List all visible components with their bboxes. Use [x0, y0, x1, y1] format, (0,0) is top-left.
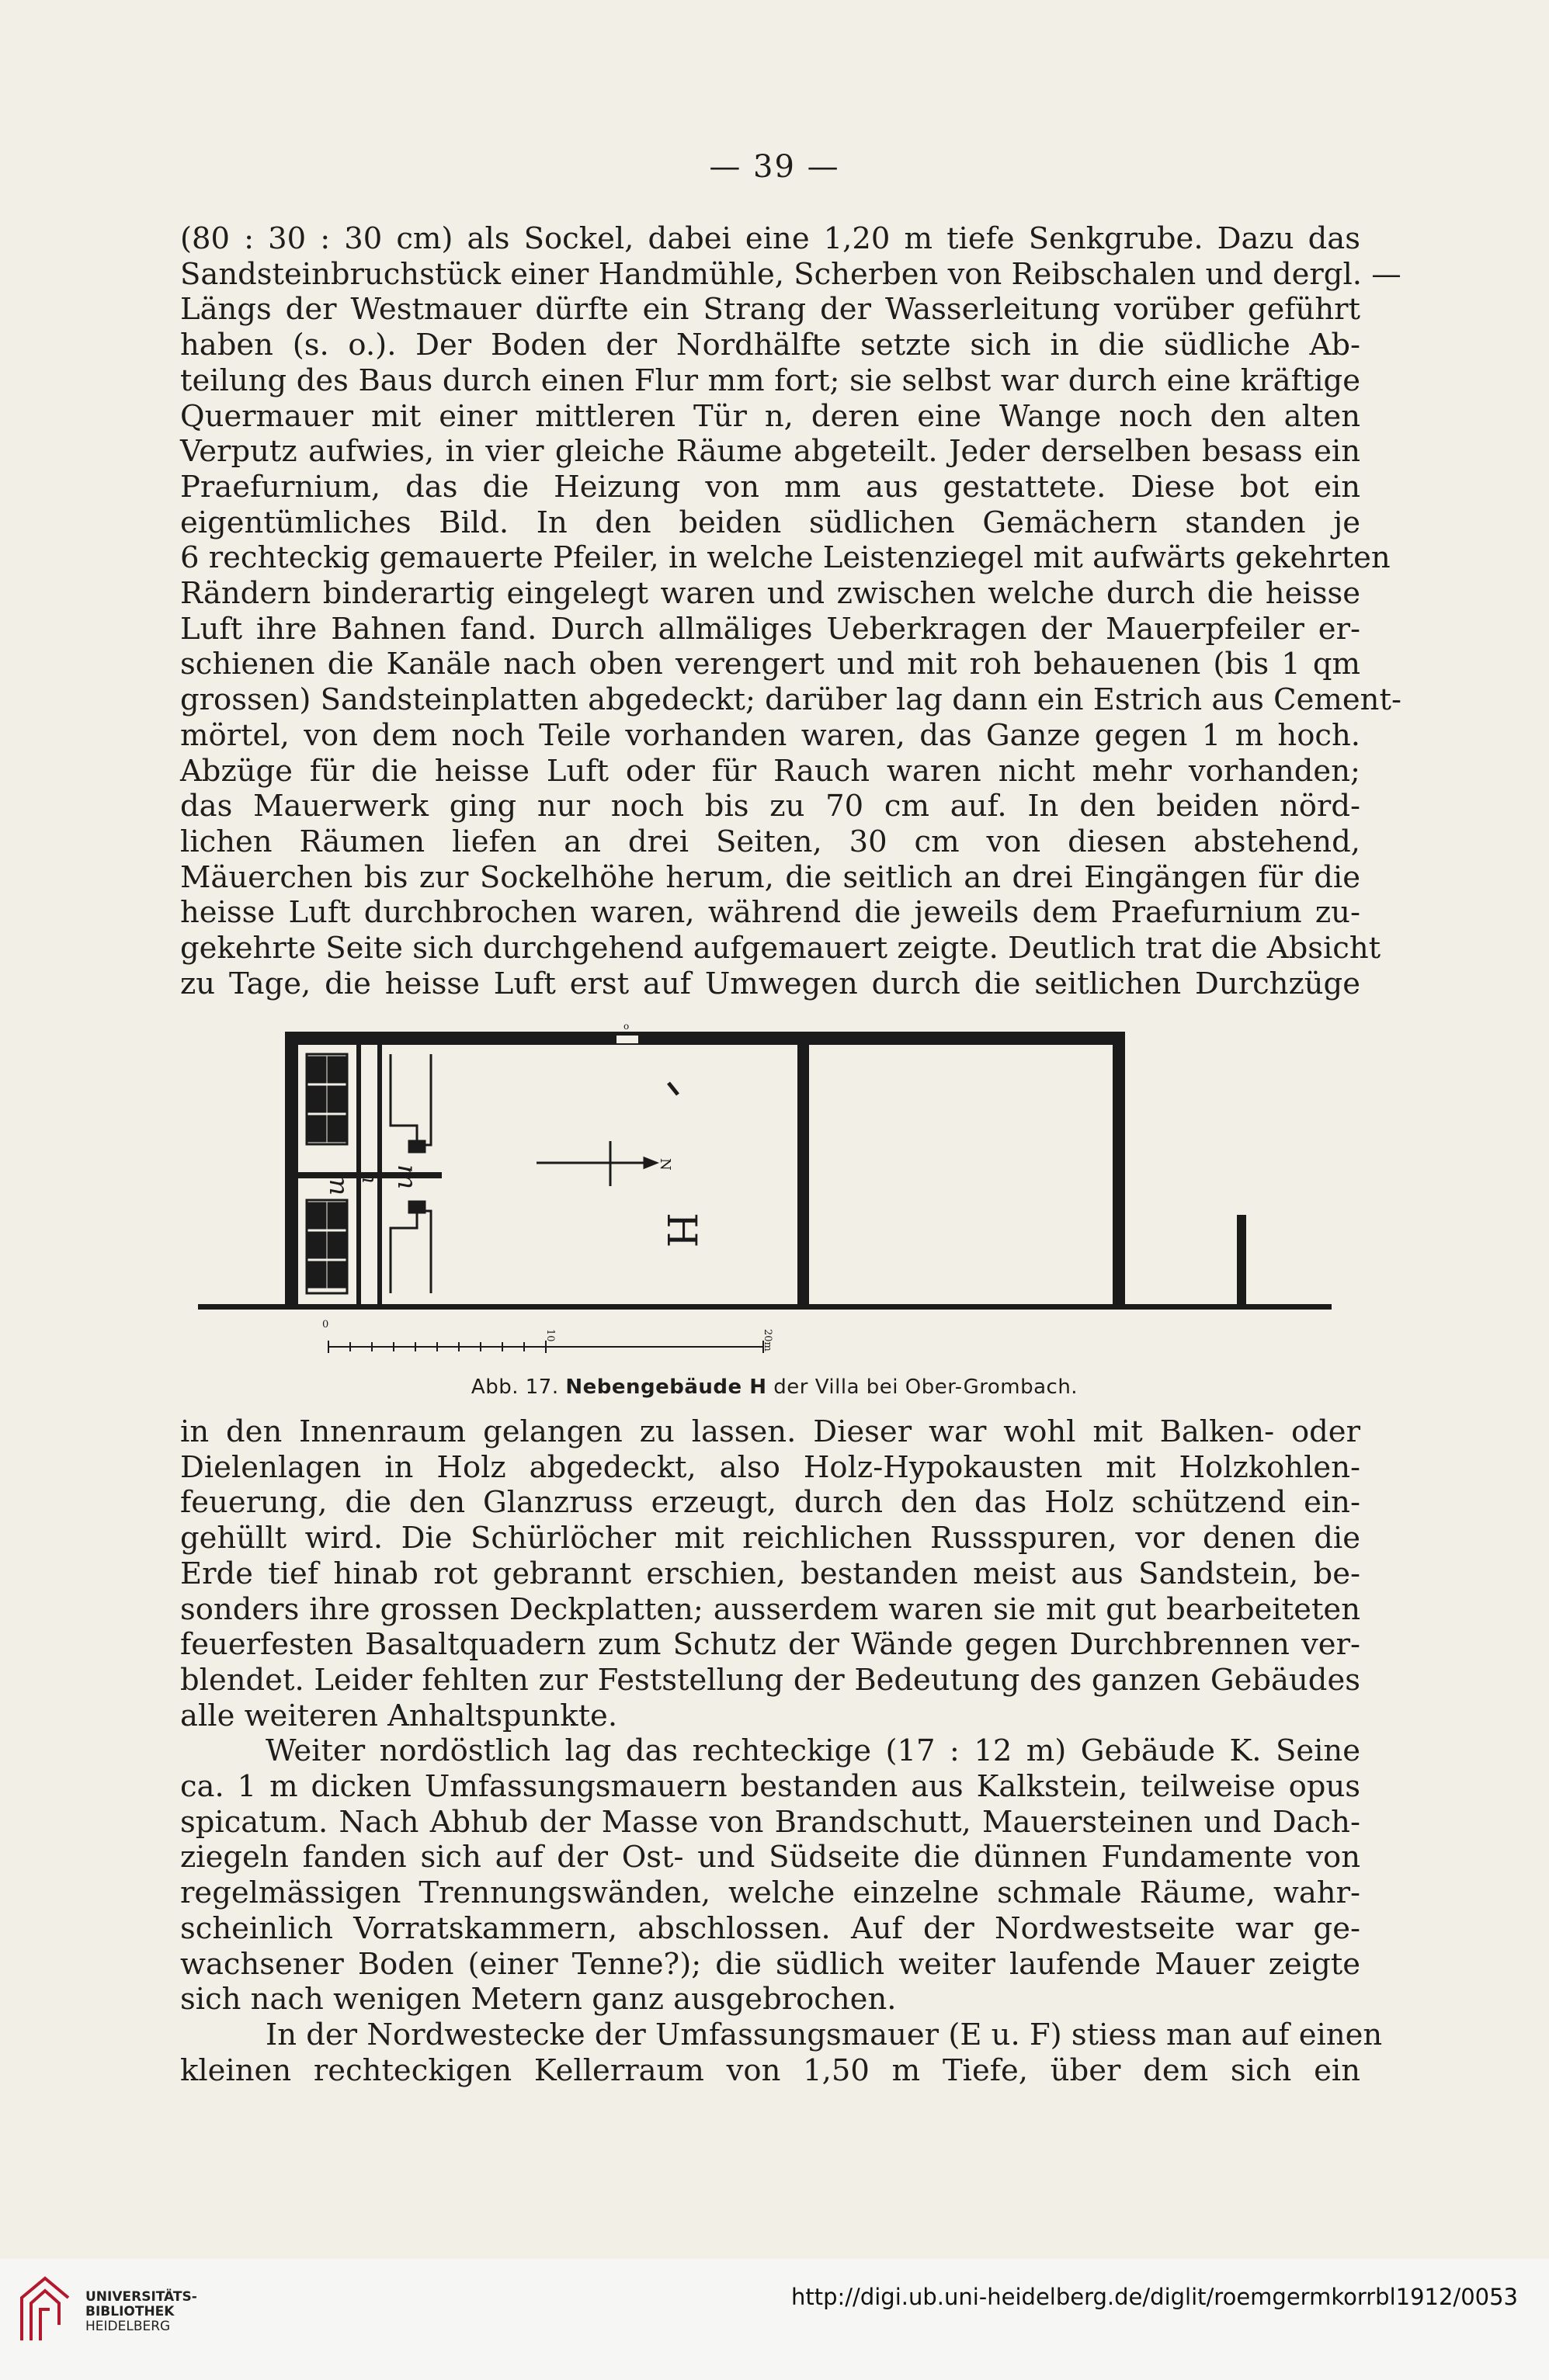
- text-line: wachsener Boden (einer Tenne?); die südlich weiter laufende Mauer zeigte: [180, 1946, 1360, 1982]
- text-line: Luft ihre Bahnen fand. Durch allmäliges Ueberkragen der Mauerpfeiler er-: [180, 611, 1360, 647]
- text-line: heisse Luft durchbrochen waren, während die jeweils dem Praefurnium zu-: [180, 895, 1360, 931]
- text-line: sonders ihre grossen Deckplatten; ausserdem waren sie mit gut bearbeiteten: [180, 1591, 1360, 1627]
- page-number: — 39 —: [709, 149, 840, 185]
- text-line: zu Tage, die heisse Luft erst auf Umwegen durch die seitlichen Durchzüge: [180, 966, 1360, 1001]
- article-text-top: [180, 221, 1401, 1001]
- heating-pillars-south: [307, 1200, 431, 1293]
- text-line: (80 : 30 : 30 cm) als Sockel, dabei eine 1,20 m tiefe Senkgrube. Dazu das: [180, 221, 1360, 256]
- source-url-link[interactable]: http://digi.ub.uni-heidelberg.de/diglit/roemgermkorrbl1912/0053: [790, 2284, 1518, 2310]
- building-label: H: [658, 1213, 704, 1248]
- text-line: Längs der Westmauer dürfte ein Strang der Wasserleitung vorüber geführt: [180, 292, 1360, 328]
- text-line: scheinlich Vorratskammern, abschlossen. Auf der Nordwestseite war ge-: [180, 1910, 1360, 1946]
- text-line: in den Innenraum gelangen zu lassen. Dieser war wohl mit Balken- oder: [180, 1414, 1360, 1449]
- label-n: n: [357, 1171, 380, 1184]
- text-line: feuerung, die den Glanzruss erzeugt, durch den das Holz schützend ein-: [180, 1485, 1360, 1521]
- text-line: In der Nordwestecke der Umfassungsmauer (E u. F) stiess man auf einen: [266, 2017, 1383, 2052]
- south-ground-line: [198, 1304, 1332, 1310]
- text-line: sich nach wenigen Metern ganz ausgebrochen.: [180, 1982, 897, 2017]
- north-wall: [285, 1032, 1124, 1045]
- text-line: haben (s. o.). Der Boden der Nordhälfte setzte sich in die südliche Ab-: [180, 328, 1360, 363]
- text-line: alle weiteren Anhaltspunkte.: [180, 1698, 618, 1733]
- diagonal-mark: [669, 1083, 678, 1095]
- scale-bar: [328, 1341, 763, 1353]
- text-line: Rändern binderartig eingelegt waren und zwischen welche durch die heisse: [180, 576, 1360, 612]
- text-line: ziegeln fanden sich auf der Ost- und Südseite die dünnen Fundamente von: [180, 1840, 1360, 1875]
- text-line: das Mauerwerk ging nur noch bis zu 70 cm auf. In den beiden nörd-: [180, 789, 1360, 824]
- text-line: lichen Räumen liefen an drei Seiten, 30 cm von diesen abstehend,: [180, 824, 1360, 859]
- text-line: eigentümliches Bild. In den beiden südlichen Gemächern standen je: [180, 505, 1360, 540]
- top-mark-box: [616, 1035, 639, 1044]
- text-line: regelmässigen Trennungswänden, welche einzelne schmale Räume, wahr-: [180, 1875, 1360, 1911]
- text-line: Praefurnium, das die Heizung von mm aus gestattete. Diese bot ein: [180, 469, 1360, 505]
- article-text-bottom: [180, 1414, 1383, 2088]
- footer-bar: [0, 2259, 1549, 2380]
- scale-mid: 10: [544, 1329, 556, 1342]
- text-line: gehüllt wird. Die Schürlöcher mit reichlichen Russspuren, vor denen die: [180, 1521, 1360, 1556]
- text-line: mörtel, von dem noch Teile vorhanden waren, das Ganze gegen 1 m hoch.: [180, 717, 1360, 753]
- library-name-line1: UNIVERSITÄTS-: [85, 2289, 197, 2305]
- text-line: Abzüge für die heisse Luft oder für Rauch waren nicht mehr vorhanden;: [180, 753, 1360, 789]
- text-line: Verputz aufwies, in vier gleiche Räume abgeteilt. Jeder derselben besass ein: [180, 434, 1360, 470]
- text-line: ca. 1 m dicken Umfassungsmauern bestanden aus Kalkstein, teilweise opus: [180, 1769, 1360, 1805]
- north-label: N: [657, 1158, 673, 1171]
- text-line: grossen) Sandsteinplatten abgedeckt; darüber lag dann ein Estrich aus Cement-: [180, 682, 1401, 718]
- text-line: Quermauer mit einer mittleren Tür n, deren eine Wange noch den alten: [180, 398, 1360, 434]
- library-name-line3: HEIDELBERG: [85, 2319, 171, 2334]
- figure-caption: [0, 1376, 1549, 1399]
- wall-stub: [1237, 1215, 1246, 1308]
- top-mark-label: o: [623, 1021, 630, 1032]
- floor-plan-figure: [198, 1017, 1332, 1358]
- library-name: [85, 2290, 197, 2334]
- text-line: Weiter nordöstlich lag das rechteckige (17 : 12 m) Gebäude K. Seine: [266, 1733, 1360, 1769]
- text-line: kleinen rechteckigen Kellerraum von 1,50 m Tiefe, über dem sich ein: [180, 2052, 1360, 2088]
- library-logo-icon: [14, 2271, 76, 2348]
- text-line: gekehrte Seite sich durchgehend aufgemauert zeigte. Deutlich trat die Absicht: [180, 931, 1381, 966]
- text-line: 6 rechteckig gemauerte Pfeiler, in welche Leistenziegel mit aufwärts gekehrten: [180, 540, 1391, 576]
- text-line: feuerfesten Basaltquadern zum Schutz der Wände gegen Durchbrennen ver-: [180, 1627, 1360, 1663]
- text-line: Dielenlagen in Holz abgedeckt, also Holz-Hypokausten mit Holzkohlen-: [180, 1449, 1360, 1485]
- label-m-left: m: [323, 1171, 354, 1196]
- east-wall: [1113, 1032, 1125, 1307]
- text-line: spicatum. Nach Abhub der Masse von Brandschutt, Mauersteinen und Dach-: [180, 1804, 1360, 1840]
- label-m-right: m: [391, 1164, 422, 1190]
- caption-title: Nebengebäude H: [565, 1376, 767, 1399]
- text-line: Erde tief hinab rot gebrannt erschien, bestanden meist aus Sandstein, be-: [180, 1556, 1360, 1591]
- caption-number: Abb. 17.: [471, 1376, 559, 1399]
- caption-rest: der Villa bei Ober-Grombach.: [773, 1376, 1078, 1399]
- heating-pillars-north: [307, 1054, 431, 1152]
- north-arrow: [537, 1141, 656, 1186]
- library-name-line2: BIBLIOTHEK: [85, 2304, 175, 2319]
- scale-end: 20m: [762, 1329, 773, 1351]
- text-line: schienen die Kanäle nach oben verengert und mit roh behauenen (bis 1 qm: [180, 647, 1360, 682]
- scale-start: 0: [322, 1319, 329, 1331]
- text-line: Mäuerchen bis zur Sockelhöhe herum, die seitlich an drei Eingängen für die: [180, 859, 1360, 895]
- text-line: blendet. Leider fehlten zur Feststellung der Bedeutung des ganzen Gebäudes: [180, 1662, 1360, 1698]
- west-wall: [285, 1032, 298, 1307]
- text-line: Sandsteinbruchstück einer Handmühle, Scherben von Reibschalen und dergl. —: [180, 256, 1401, 292]
- text-line: teilung des Baus durch einen Flur mm fort; sie selbst war durch eine kräftige: [180, 363, 1360, 398]
- partition-wall: [797, 1032, 809, 1307]
